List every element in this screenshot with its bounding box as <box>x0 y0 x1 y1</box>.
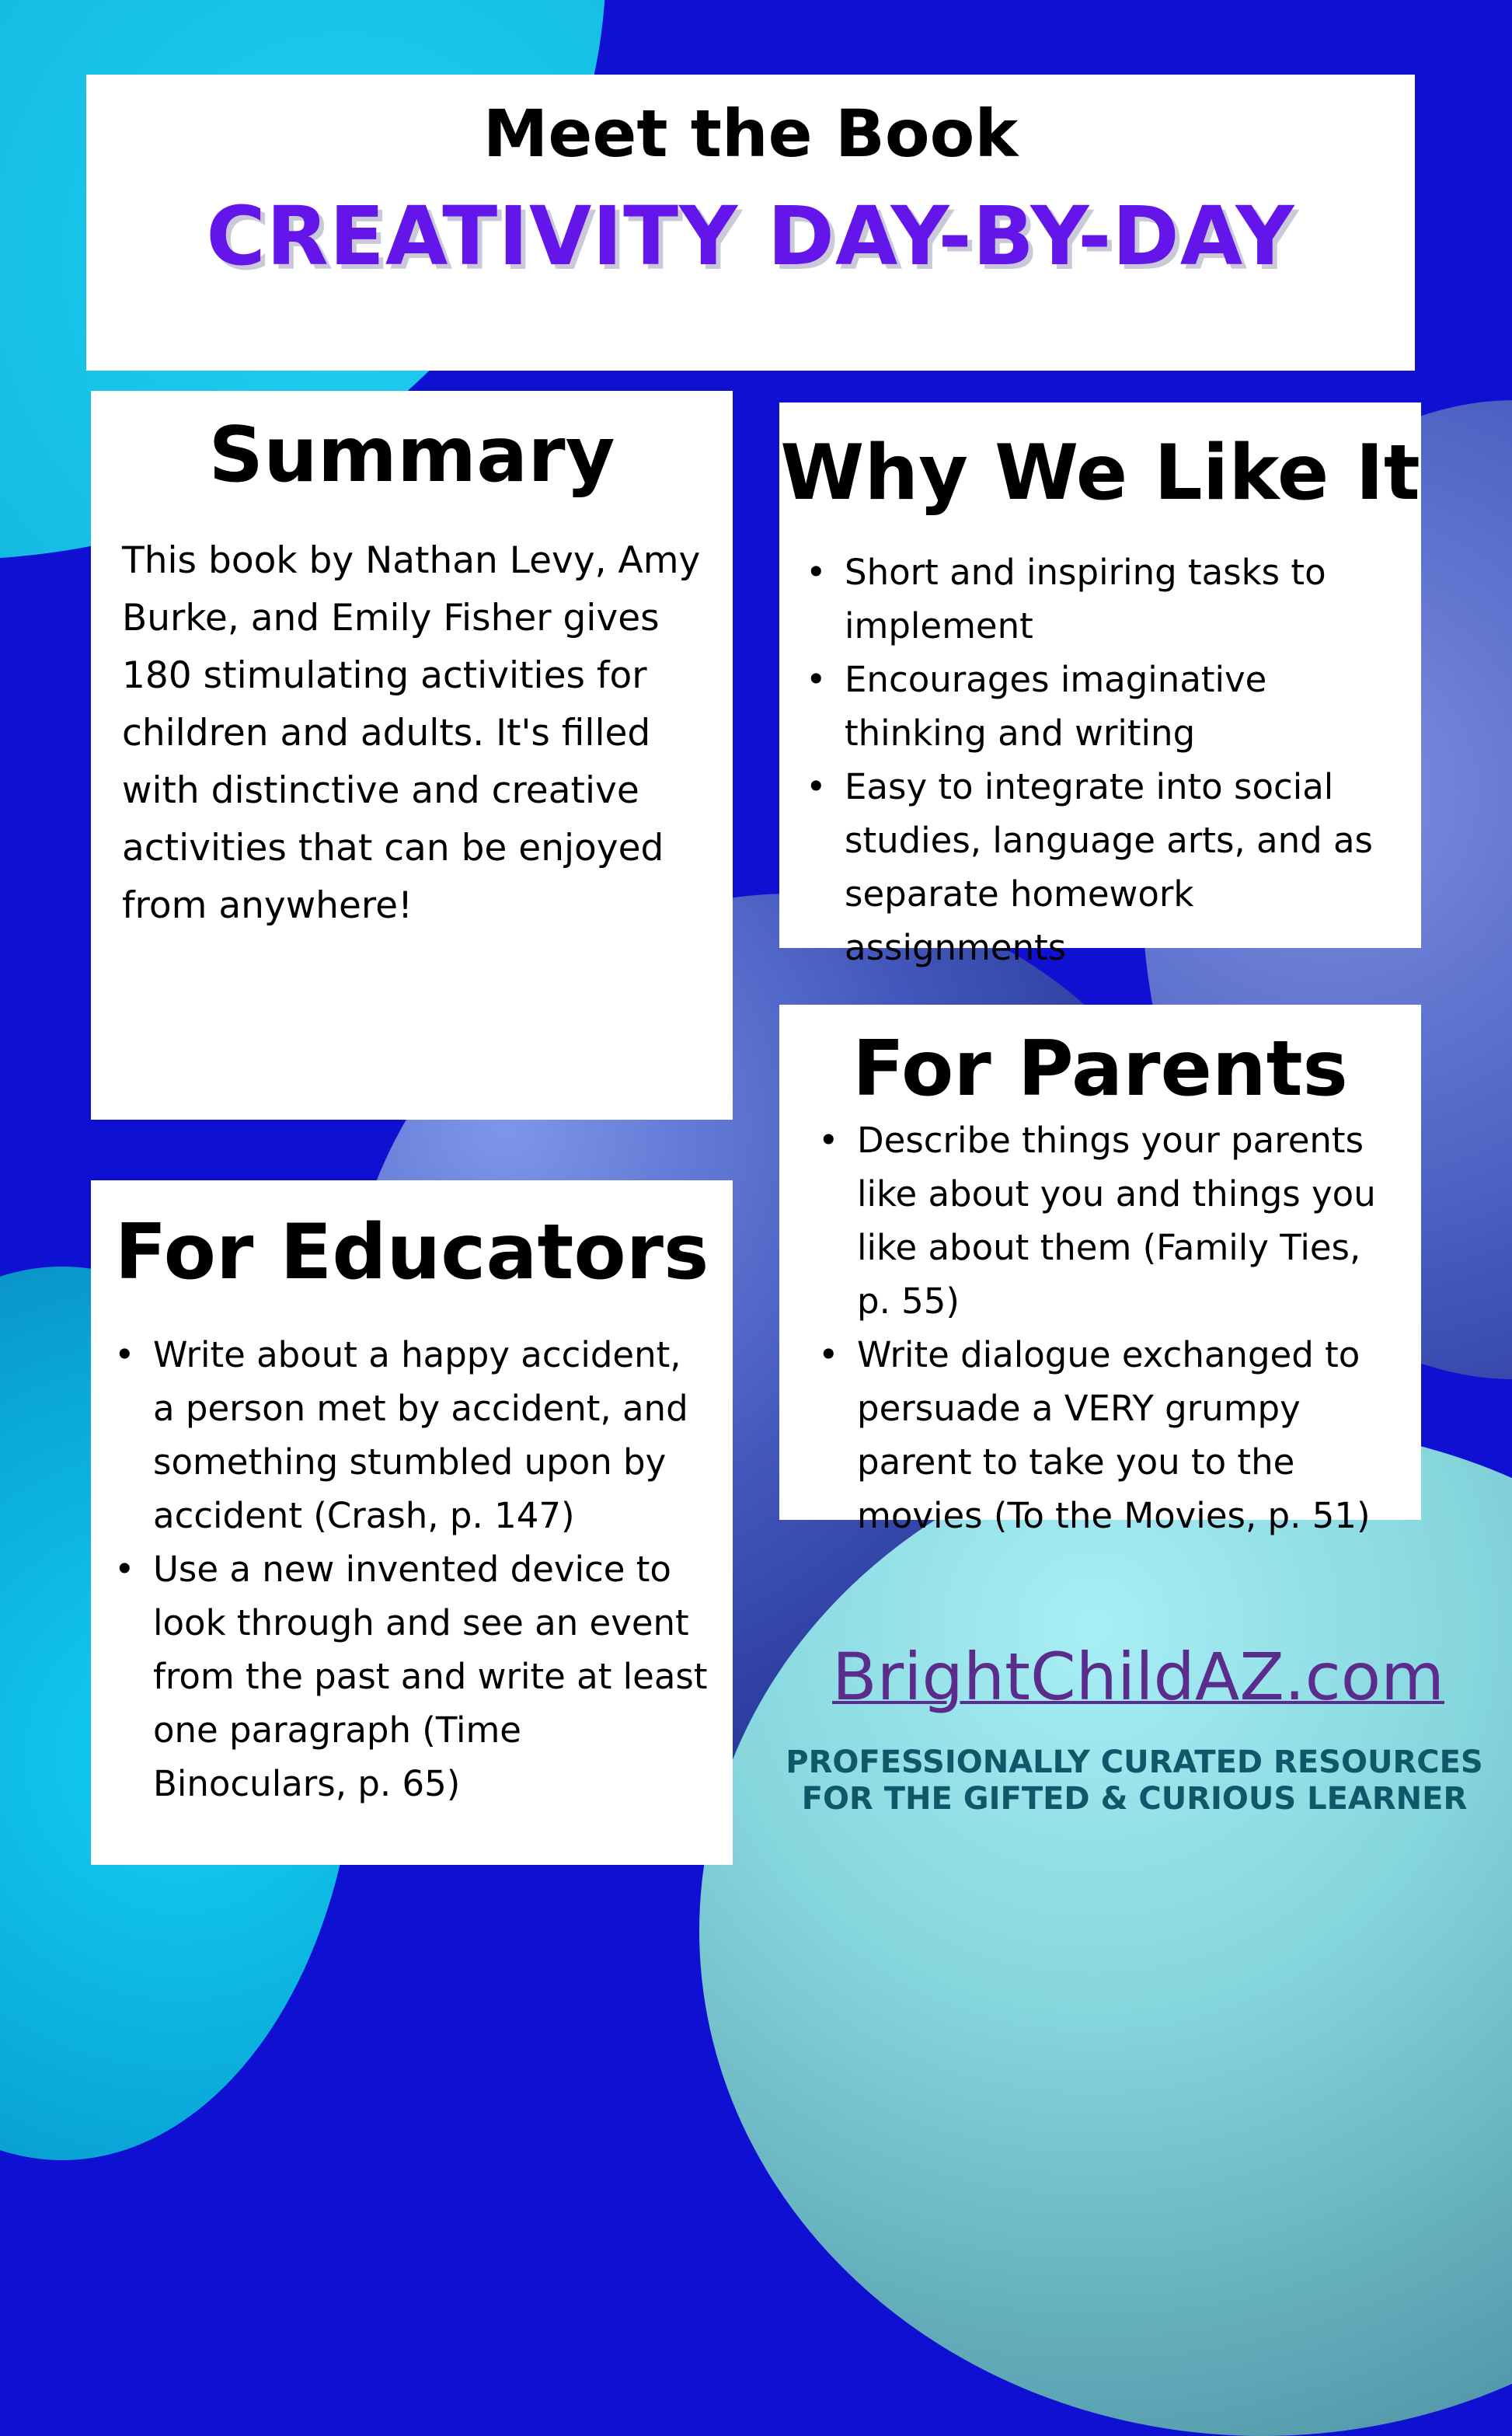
educators-list <box>91 1295 733 1810</box>
why-we-like-it-card <box>779 403 1421 968</box>
book-title: CREATIVITY DAY-BY-DAY <box>206 188 1295 284</box>
why-heading: Why We Like It <box>780 429 1420 518</box>
tagline-line-1: PROFESSIONALLY CURATED RESOURCES <box>786 1744 1483 1780</box>
title-card <box>86 75 1415 371</box>
list-item: • Easy to integrate into social studies, language arts, and as separate homework assignments <box>845 760 1406 974</box>
for-parents-card <box>779 1005 1421 1536</box>
list-item: • Encourages imaginative thinking and writing <box>845 653 1406 760</box>
list-item: • Describe things your parents like about you and things you like about them (Family Ties, p. 55) <box>857 1113 1398 1328</box>
parents-heading: For Parents <box>852 1025 1348 1113</box>
summary-heading: Summary <box>208 411 615 500</box>
list-item: • Use a new invented device to look through and see an event from the past and write at least one paragraph (Time Binoculars, p. 65) <box>153 1542 709 1810</box>
summary-text: This book by Nathan Levy, Amy Burke, and Emily Fisher gives 180 stimulating activities for children and adults. It's filled with distinctive and creative activities that can be enjoyed from anywhere! <box>122 538 701 927</box>
educators-heading: For Educators <box>114 1208 709 1297</box>
for-educators-card <box>91 1180 733 1865</box>
list-item: • Write about a happy accident, a person met by accident, and something stumbled upon by accident (Crash, p. 147) <box>153 1328 709 1542</box>
parents-list <box>779 1107 1421 1542</box>
list-item: • Short and inspiring tasks to implement <box>845 545 1406 653</box>
list-item: • Write dialogue exchanged to persuade a VERY grumpy parent to take you to the movies (To the Movies, p. 51) <box>857 1328 1398 1542</box>
brand-link[interactable]: BrightChildAZ.com <box>832 1639 1444 1715</box>
brand-tagline <box>746 1744 1512 1817</box>
title-kicker: Meet the Book <box>483 96 1019 172</box>
summary-card <box>91 391 733 1120</box>
why-list <box>779 516 1421 974</box>
tagline-line-2: FOR THE GIFTED & CURIOUS LEARNER <box>801 1781 1468 1817</box>
